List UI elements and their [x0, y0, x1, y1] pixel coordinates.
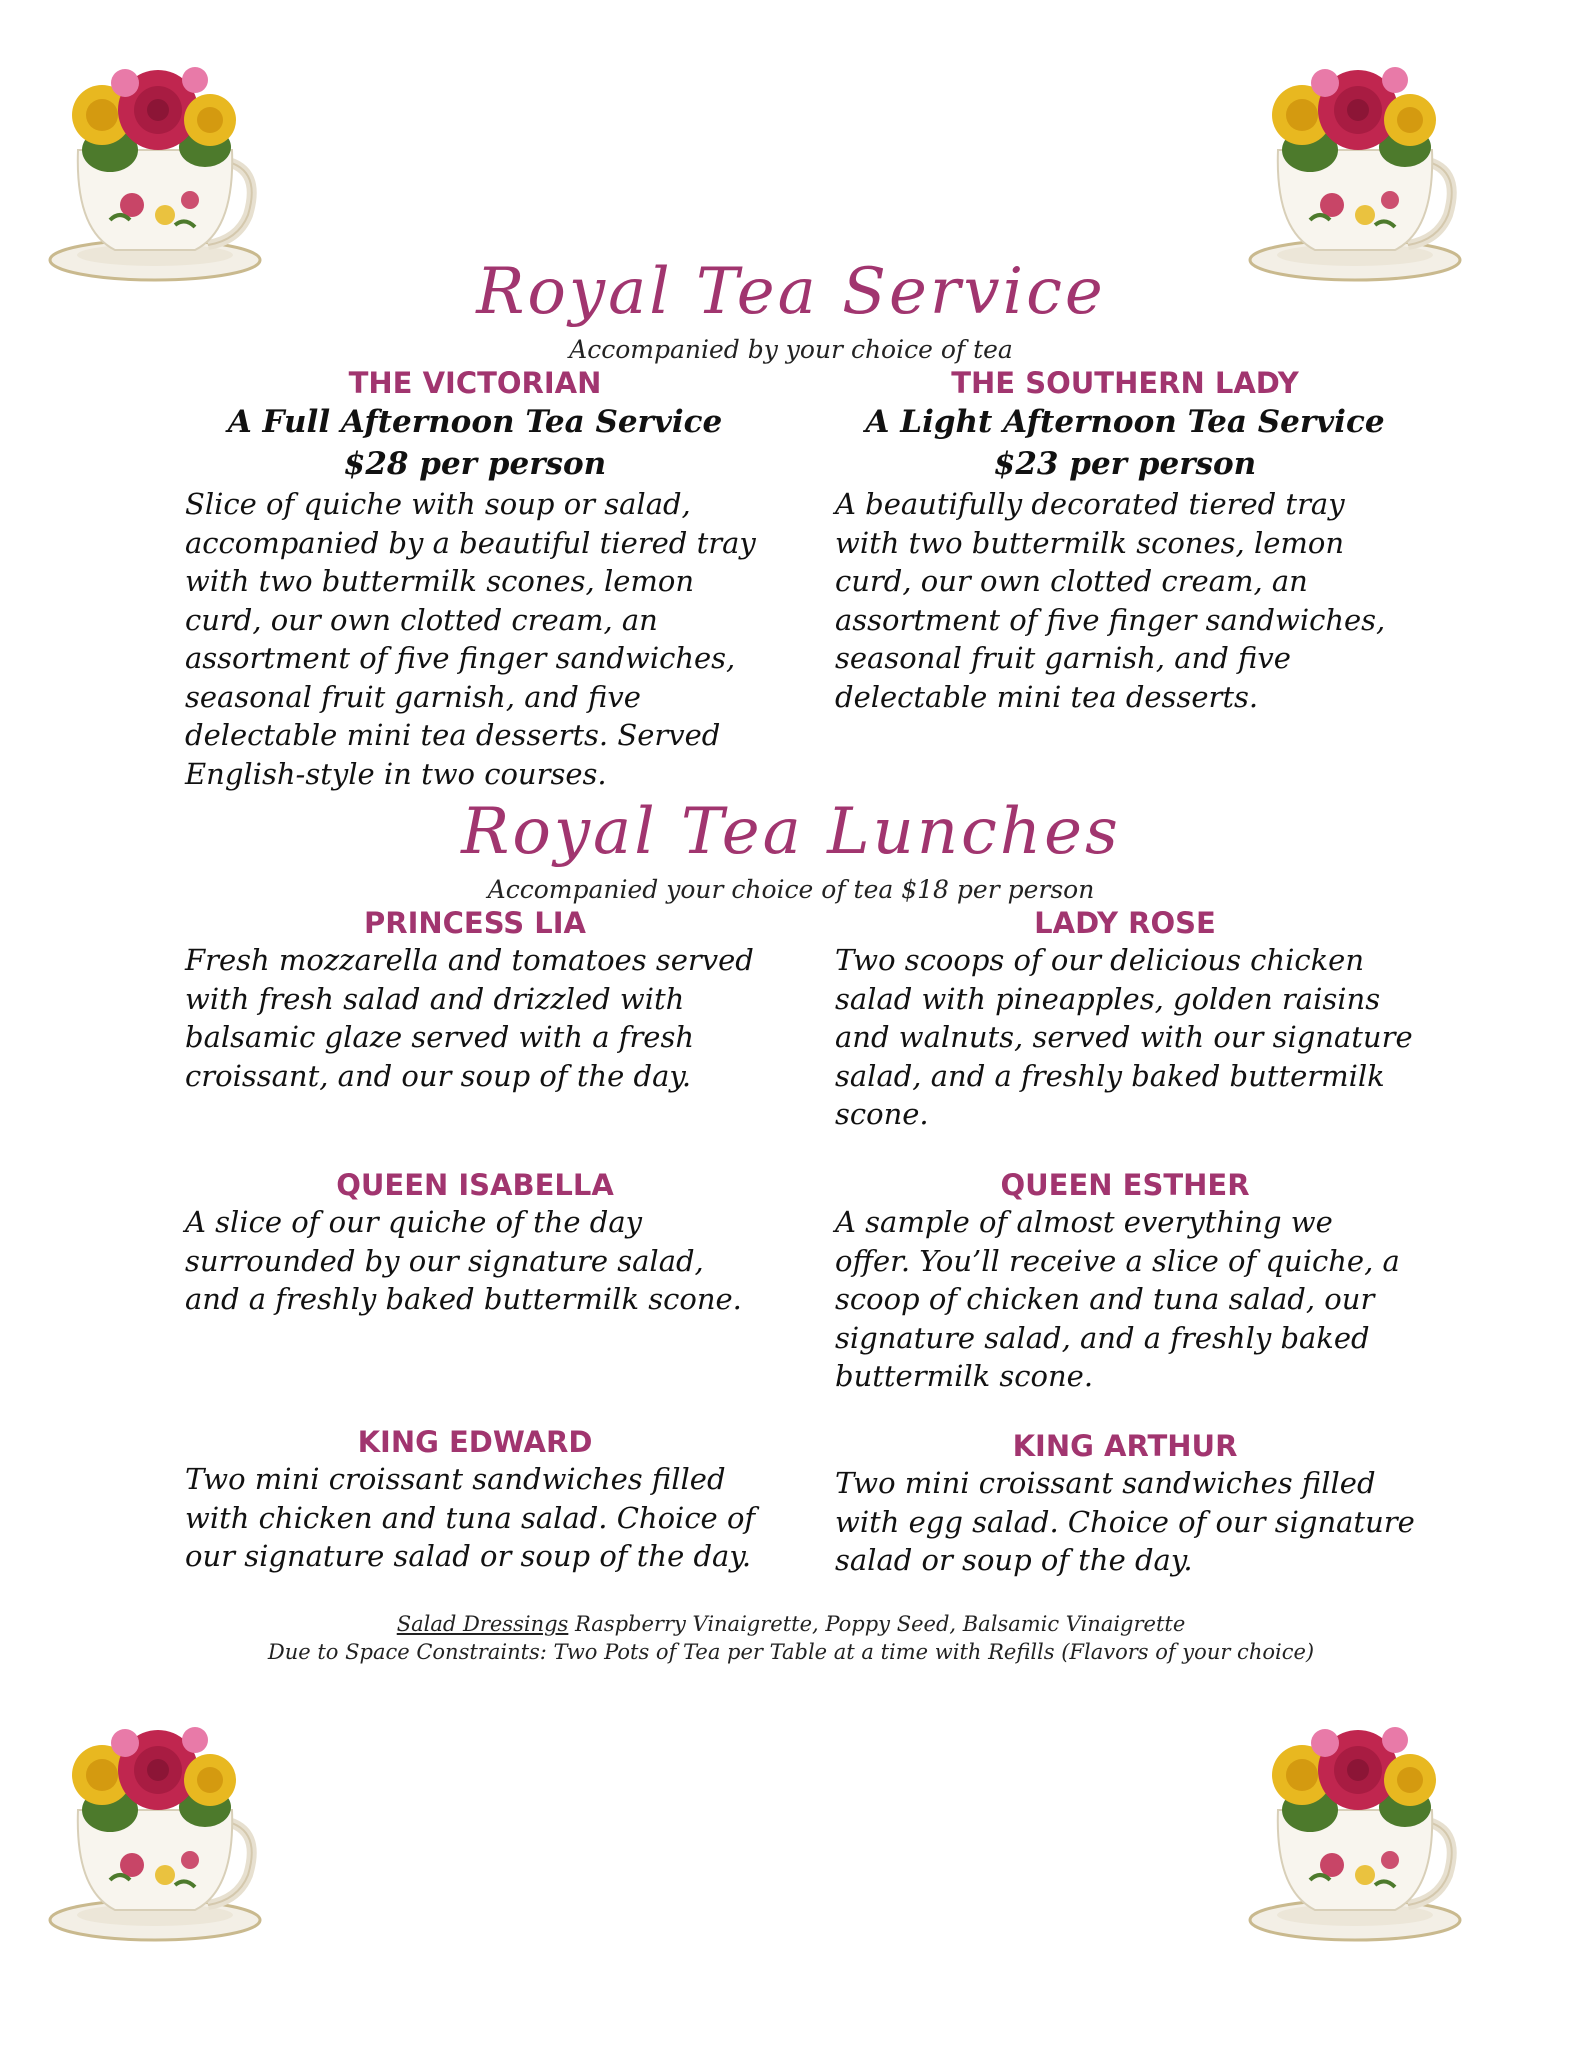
item-subtitle: A Full Afternoon Tea Service: [227, 404, 723, 440]
lunches-title: Royal Tea Lunches: [461, 795, 1121, 869]
item-description: Two mini croissant sandwiches filled with chicken and tuna salad. Choice of our signature salad or soup of the day.: [185, 1462, 756, 1573]
teacup-roses-icon: [1240, 1715, 1470, 1945]
item-name: KING EDWARD: [357, 1425, 593, 1459]
item-name: THE SOUTHERN LADY: [951, 366, 1299, 400]
item-description: Fresh mozzarella and tomatoes served with fresh salad and drizzled with balsamic glaze served with a fresh croissant, and our soup of the day.: [185, 943, 754, 1093]
tea-pots-note: Due to Space Constraints: Two Pots of Tea per Table at a time with Refills (Flavors of your choice): [267, 1640, 1315, 1664]
lunches-subtitle: Accompanied your choice of tea $18 per person: [487, 875, 1095, 904]
teacup-roses-icon: [40, 1715, 270, 1945]
item-description: A slice of our quiche of the day surrounded by our signature salad, and a freshly baked buttermilk scone.: [185, 1205, 742, 1316]
item-name: QUEEN ESTHER: [1000, 1168, 1250, 1202]
lunch-item-lady-rose: [835, 905, 1415, 1134]
service-subtitle: Accompanied by your choice of tea: [569, 335, 1013, 364]
lunch-item-king-edward: [185, 1424, 765, 1576]
lunch-item-queen-esther: [835, 1167, 1415, 1396]
salad-dressings-note: [0, 1612, 1582, 1636]
item-price: $28 per person: [343, 446, 607, 482]
teacup-roses-icon: [1240, 55, 1470, 285]
lunch-item-princess-lia: [185, 905, 765, 1095]
item-name: THE VICTORIAN: [348, 366, 602, 400]
item-subtitle: A Light Afternoon Tea Service: [865, 404, 1385, 440]
item-description: A beautifully decorated tiered tray with two buttermilk scones, lemon curd, our own clotted cream, an assortment of five finger sandwiches, seasonal fruit garnish, and five delectable mini tea desserts.: [835, 487, 1386, 714]
lunch-item-queen-isabella: [185, 1167, 765, 1319]
teacup-roses-icon: [40, 55, 270, 285]
service-item-southern-lady: [835, 365, 1415, 716]
item-name: PRINCESS LIA: [363, 906, 587, 940]
service-title: Royal Tea Service: [476, 255, 1106, 329]
item-name: LADY ROSE: [1034, 906, 1216, 940]
item-description: Two mini croissant sandwiches filled with egg salad. Choice of our signature salad or soup of the day.: [835, 1466, 1415, 1577]
item-description: A sample of almost everything we offer. You’ll receive a slice of quiche, a scoop of chicken and tuna salad, our signature salad, and a freshly baked buttermilk scone.: [835, 1205, 1400, 1393]
item-name: KING ARTHUR: [1012, 1429, 1238, 1463]
service-item-victorian: [185, 365, 765, 793]
item-price: $23 per person: [993, 446, 1257, 482]
salad-dressings-label: Salad Dressings: [396, 1612, 569, 1636]
item-description: Two scoops of our delicious chicken salad with pineapples, golden raisins and walnuts, served with our signature salad, and a freshly baked buttermilk scone.: [835, 943, 1413, 1131]
lunch-item-king-arthur: [835, 1428, 1415, 1580]
salad-dressings-list: Raspberry Vinaigrette, Poppy Seed, Balsamic Vinaigrette: [568, 1612, 1186, 1636]
item-description: Slice of quiche with soup or salad, accompanied by a beautiful tiered tray with two buttermilk scones, lemon curd, our own clotted cream, an assortment of five finger sandwiches, seasonal fruit garnish, and five delectable mini tea desserts. Served English-style in two courses.: [185, 487, 756, 791]
item-name: QUEEN ISABELLA: [336, 1168, 614, 1202]
